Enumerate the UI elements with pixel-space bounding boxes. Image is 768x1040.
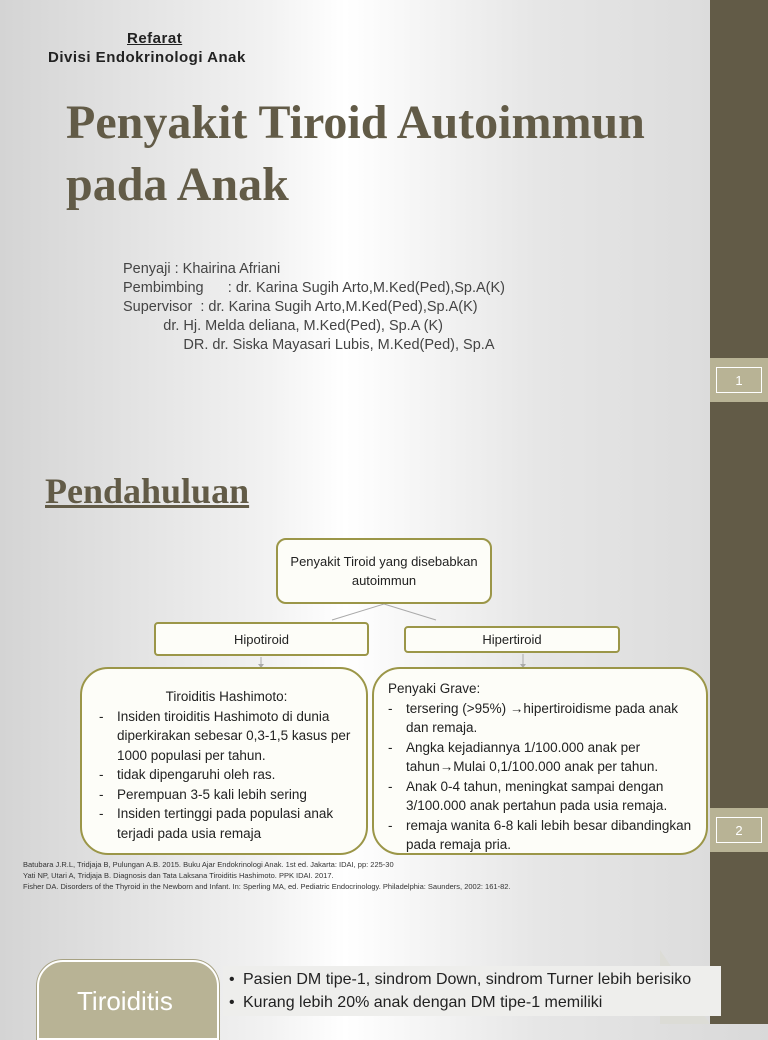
list-item: - Anak 0-4 tahun, meningkat sampai dengan 3/100.000 anak pertahun pada usia remaja. xyxy=(406,777,696,816)
credit-line: Pembimbing : dr. Karina Sugih Arto,M.Ked(Ped),Sp.A(K) xyxy=(123,280,506,296)
card-list xyxy=(388,699,696,855)
root-node: Penyakit Tiroid yang disebabkan autoimmun xyxy=(276,538,492,604)
refarat-label: Refarat xyxy=(127,30,183,47)
list-item: - Insiden tiroiditis Hashimoto di dunia diperkirakan sebesar 0,3-1,5 kasus per 1000 populasi per tahun. xyxy=(117,707,354,766)
list-item: - Perempuan 3-5 kali lebih sering xyxy=(117,785,354,805)
list-item: • Pasien DM tipe-1, sindrom Down, sindrom Turner lebih berisiko xyxy=(243,970,717,989)
title-line-2: pada Anak xyxy=(66,158,289,211)
division-label: Divisi Endokrinologi Anak xyxy=(48,49,246,66)
list-item: - tidak dipengaruhi oleh ras. xyxy=(117,765,354,785)
credit-line: DR. dr. Siska Mayasari Lubis, M.Ked(Ped), Sp.A xyxy=(123,337,495,353)
reference-line: Yati NP, Utari A, Tridjaja B. Diagnosis dan Tata Laksana Tiroiditis Hashimoto. PPK IDAI. 2017. xyxy=(23,871,334,880)
section-tag: Tiroiditis xyxy=(37,960,219,1040)
page-tab-2[interactable] xyxy=(710,808,768,852)
bullet-list xyxy=(223,966,721,1016)
section-title: Pendahuluan xyxy=(45,471,250,511)
references xyxy=(23,859,511,892)
page-number: 2 xyxy=(716,817,762,843)
hashimoto-card xyxy=(80,667,368,855)
hyperthyroid-node: Hipertiroid xyxy=(404,626,620,653)
title-line-1: Penyakit Tiroid Autoimmun xyxy=(66,96,645,149)
graves-card xyxy=(372,667,708,855)
list-item: - remaja wanita 6-8 kali lebih besar dibandingkan pada remaja pria. xyxy=(406,816,696,855)
credit-line: Penyaji : Khairina Afriani xyxy=(123,261,281,277)
card-heading: Tiroiditis Hashimoto: xyxy=(165,689,288,704)
page-tab-1[interactable] xyxy=(710,358,768,402)
reference-line: Fisher DA. Disorders of the Thyroid in the Newborn and Infant. In: Sperling MA, ed. Pediatric Endocrinology. Philadelphia: Saunders, 2002: 161-82. xyxy=(23,882,511,891)
reference-line: Batubara J.R.L, Tridjaja B, Pulungan A.B. 2015. Buku Ajar Endokrinologi Anak. 1st ed. Jakarta: IDAI, pp: 225-30 xyxy=(23,860,394,869)
list-item: • Kurang lebih 20% anak dengan DM tipe-1 memiliki xyxy=(243,993,717,1012)
list-item: - tersering (>95%) →hipertiroidisme pada anak dan remaja. xyxy=(406,699,696,738)
card-list xyxy=(99,707,354,844)
hypothyroid-node: Hipotiroid xyxy=(154,622,369,656)
credit-line: Supervisor : dr. Karina Sugih Arto,M.Ked(Ped),Sp.A(K) xyxy=(123,299,478,315)
credit-line: dr. Hj. Melda deliana, M.Ked(Ped), Sp.A (K) xyxy=(123,318,443,334)
list-item: - Insiden tertinggi pada populasi anak terjadi pada usia remaja xyxy=(117,804,354,843)
card-heading: Penyaki Grave: xyxy=(388,681,481,696)
page-number: 1 xyxy=(716,367,762,393)
list-item: - Angka kejadiannya 1/100.000 anak per tahun→Mulai 0,1/100.000 anak per tahun. xyxy=(406,738,696,777)
